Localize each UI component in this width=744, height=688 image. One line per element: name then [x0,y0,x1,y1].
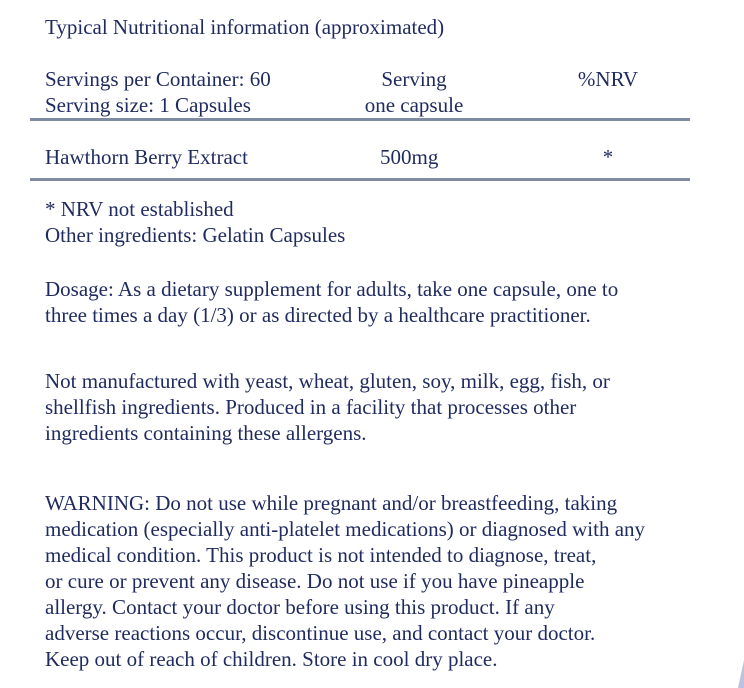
warning-paragraph [45,490,725,672]
serving-size: Serving size: 1 Capsules [45,93,251,117]
column-header-nrv: %NRV [577,67,639,91]
warning-line: adverse reactions occur, discontinue use, and contact your doctor. [45,621,596,645]
table-divider-top [30,118,690,121]
warning-line: medical condition. This product is not intended to diagnose, treat, [45,543,597,567]
other-ingredients: Other ingredients: Gelatin Capsules [45,223,346,247]
servings-per-container: Servings per Container: 60 [45,67,271,91]
table-divider-bottom [30,178,690,181]
warning-line: or cure or prevent any disease. Do not use if you have pineapple [45,569,585,593]
warning-line: medication (especially anti-platelet medications) or diagnosed with any [45,517,646,541]
dosage-paragraph [45,276,725,328]
ingredient-amount: 500mg [380,145,439,169]
ingredient-name: Hawthorn Berry Extract [45,145,248,169]
warning-line: allergy. Contact your doctor before using this product. If any [45,595,555,619]
warning-line: WARNING: Do not use while pregnant and/or breastfeeding, taking [45,491,618,515]
column-header-serving-sub: one capsule [364,93,464,117]
nrv-footnote: * NRV not established [45,197,234,221]
allergen-paragraph [45,368,725,446]
column-header-serving: Serving [381,67,447,91]
dosage-line: three times a day (1/3) or as directed by a healthcare practitioner. [45,303,591,327]
warning-line: Keep out of reach of children. Store in cool dry place. [45,647,498,671]
allergen-line: Not manufactured with yeast, wheat, gluten, soy, milk, egg, fish, or [45,369,610,393]
ingredient-nrv: * [602,145,614,169]
allergen-line: ingredients containing these allergens. [45,421,367,445]
page-heading: Typical Nutritional information (approximated) [45,15,445,39]
dosage-line: Dosage: As a dietary supplement for adults, take one capsule, one to [45,277,619,301]
corner-edge-decoration [738,660,744,688]
allergen-line: shellfish ingredients. Produced in a facility that processes other [45,395,577,419]
